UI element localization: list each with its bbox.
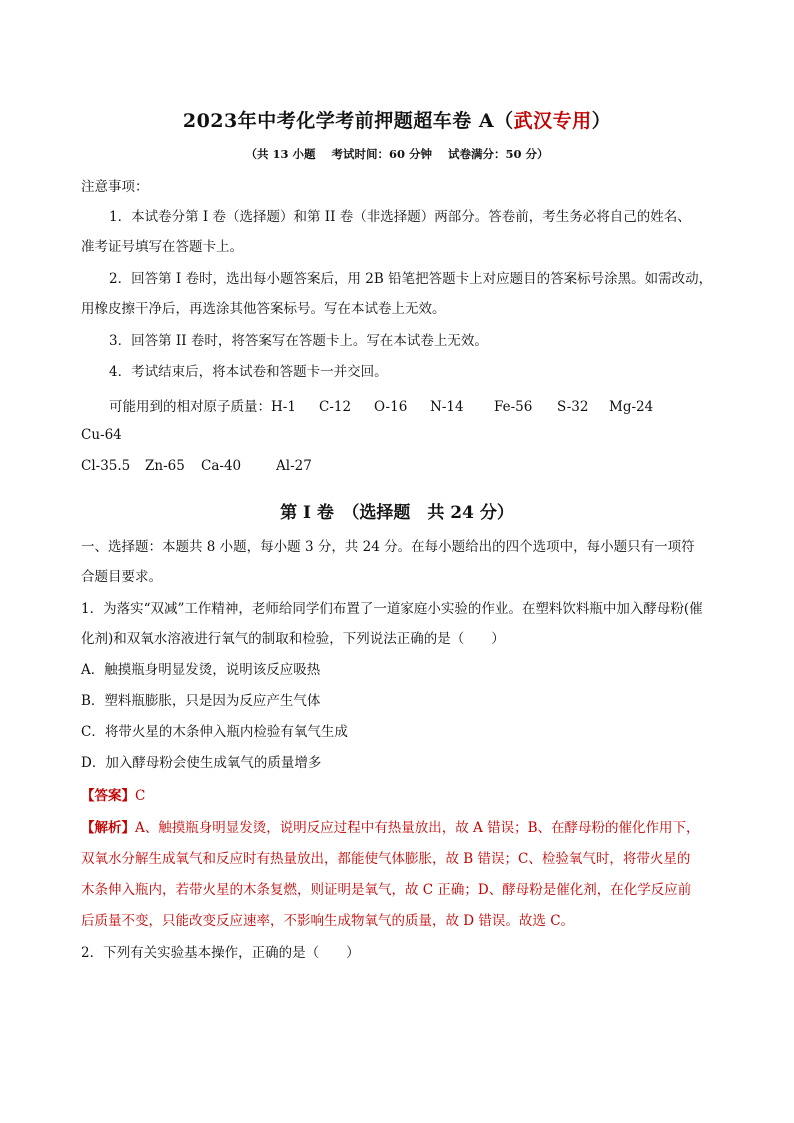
instructions-line-1: 一、选择题：本题共 8 小题，每小题 3 分，共 24 分。在每小题给出的四个选项中，每小题只有一项符 (81, 539, 695, 555)
notice-item-1-cont: 准考证号填写在答题卡上。 (81, 239, 243, 255)
notice-item-2: 2．回答第 I 卷时，选出每小题答案后，用 2B 铅笔把答题卡上对应题目的答案标号涂黑。如需改动， (109, 271, 713, 287)
atomic-masses-row-3 (81, 456, 312, 476)
analysis-tag: 【解析】 (81, 820, 135, 836)
atomic-masses-label: 可能用到的相对原子质量： (109, 399, 271, 415)
atom-o: O-16 (374, 399, 408, 415)
question-count: （共 13 小题 (245, 147, 316, 161)
atom-ca: Ca-40 (201, 458, 242, 474)
atom-zn: Zn-65 (145, 458, 185, 474)
option-b: B．塑料瓶膨胀，只是因为反应产生气体 (81, 693, 321, 709)
option-c: C．将带火星的木条伸入瓶内检验有氧气生成 (81, 724, 348, 740)
question-2-stem: 2．下列有关实验基本操作，正确的是（ ） (81, 945, 360, 961)
analysis-line-2: 双氧水分解生成氧气和反应时有热量放出，都能使气体膨胀，故 B 错误；C、检验氧气时，将带火星的 (81, 851, 691, 867)
atom-cl: Cl-35.5 (81, 458, 131, 474)
atom-s: S-32 (557, 399, 589, 415)
title-region: 武汉专用 (513, 110, 592, 132)
atom-mg: Mg-24 (609, 399, 654, 415)
analysis-text-1: A、触摸瓶身明显发烫，说明反应过程中有热量放出，故 A 错误；B、在酵母粉的催化作用下， (135, 820, 700, 836)
atom-al: Al-27 (276, 458, 312, 474)
notice-item-1: 1．本试卷分第 I 卷（选择题）和第 II 卷（非选择题）两部分。答卷前，考生务必将自己的姓名、 (109, 209, 691, 225)
atomic-masses (109, 395, 653, 415)
notice-heading: 注意事项： (81, 179, 149, 195)
answer-tag: 【答案】 (81, 788, 135, 804)
atom-cu: Cu-64 (81, 427, 122, 443)
notice-item-4: 4．考试结束后，将本试卷和答题卡一并交回。 (109, 364, 388, 380)
option-d: D．加入酵母粉会使生成氧气的质量增多 (81, 755, 322, 771)
answer-value: C (135, 788, 146, 804)
question-1-stem-cont: 化剂)和双氧水溶液进行氧气的制取和检验，下列说法正确的是（ ） (81, 631, 505, 647)
title-prefix: 2023年中考化学考前押题超车卷 A（ (182, 110, 514, 132)
atom-c: C-12 (319, 399, 352, 415)
exam-info (0, 146, 794, 162)
atom-n: N-14 (430, 399, 464, 415)
instructions-line-2: 合题目要求。 (81, 569, 162, 585)
full-score: 试卷满分：50 分） (448, 147, 549, 161)
exam-time: 考试时间：60 分钟 (331, 147, 432, 161)
notice-item-3: 3．回答第 II 卷时，将答案写在答题卡上。写在本试卷上无效。 (109, 333, 488, 349)
analysis-line-4: 后质量不变，只能改变反应速率，不影响生成物氧气的质量，故 D 错误。故选 C。 (81, 913, 575, 929)
option-a: A．触摸瓶身明显发烫，说明该反应吸热 (81, 662, 321, 678)
page-title (0, 106, 794, 133)
question-1-stem: 1．为落实“双减”工作精神，老师给同学们布置了一道家庭小实验的作业。在塑料饮料瓶中加入酵母粉(催 (81, 601, 703, 617)
atom-fe: Fe-56 (494, 399, 533, 415)
notice-item-2-cont: 用橡皮擦干净后，再选涂其他答案标号。写在本试卷上无效。 (81, 301, 446, 317)
analysis-line-3: 木条伸入瓶内，若带火星的木条复燃，则证明是氧气，故 C 正确；D、酵母粉是催化剂，在化学反应前 (81, 882, 692, 898)
analysis-line-1 (81, 818, 700, 838)
title-suffix: ） (591, 110, 612, 132)
answer-row (81, 786, 145, 806)
section-title: 第 I 卷 （选择题 共 24 分） (280, 503, 514, 523)
atom-h: H-1 (271, 399, 296, 415)
